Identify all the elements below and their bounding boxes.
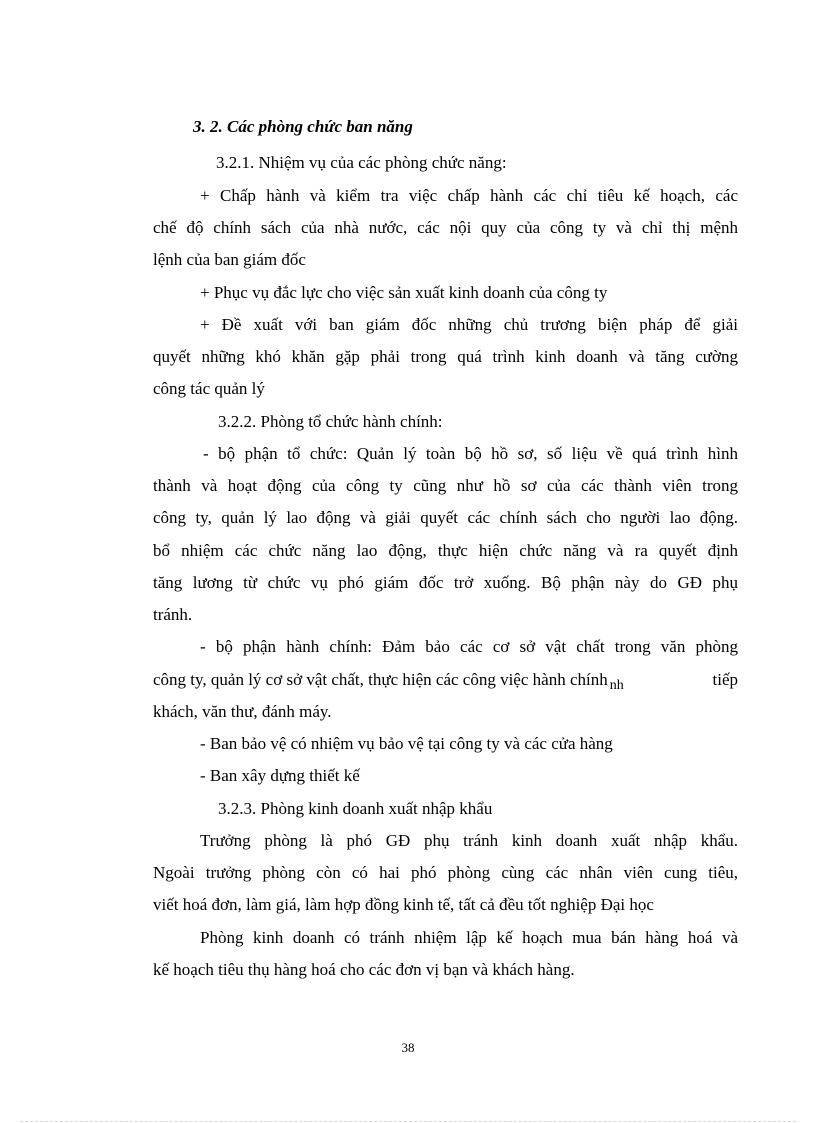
page-number: 38 [401,1040,415,1055]
subheading-3-2-2: 3.2.2. Phòng tổ chức hành chính: [218,412,443,431]
paragraph-4-line-5: tăng lương từ chức vụ phó giám đốc trở xuống. Bộ phận này do GĐ phụ [153,573,738,592]
paragraph-8-line-1: Trưởng phòng là phó GĐ phụ tránh kinh doanh xuất nhập khẩu. [200,831,738,850]
paragraph-6-line-1: - Ban bảo vệ có nhiệm vụ bảo vệ tại công ty và các cửa hàng [200,734,613,753]
paragraph-3-line-2: quyết những khó khăn gặp phải trong quá trình kinh doanh và tăng cường [153,347,738,366]
paragraph-3-line-1: + Đề xuất với ban giám đốc những chủ trương biện pháp để giải [200,315,738,334]
paragraph-1-line-3: lệnh của ban giám đốc [153,250,306,269]
section-heading: 3. 2. Các phòng chức ban năng [193,117,413,136]
paragraph-5-line-3: khách, văn thư, đánh máy. [153,702,332,721]
paragraph-1-line-2: chế độ chính sách của nhà nước, các nội quy của công ty và chỉ thị mệnh [153,218,738,237]
paragraph-2-line-1: + Phục vụ đắc lực cho việc sản xuất kinh doanh của công ty [200,283,608,302]
paragraph-9-line-1: Phòng kinh doanh có tránh nhiệm lập kế hoạch mua bán hàng hoá và [200,928,738,947]
paragraph-4-line-6: tránh. [153,605,193,624]
paragraph-7-line-1: - Ban xây dựng thiết kế [200,766,360,785]
paragraph-9-line-2: kế hoạch tiêu thụ hàng hoá cho các đơn vị bạn và khách hàng. [153,960,575,979]
subheading-3-2-3: 3.2.3. Phòng kinh doanh xuất nhập khẩu [218,799,493,818]
page-bottom-divider [20,1121,796,1122]
paragraph-4-line-4: bổ nhiệm các chức năng lao động, thực hiện chức năng và ra quyết định [153,541,738,560]
paragraph-5-line-1: - bộ phận hành chính: Đảm bảo các cơ sở vật chất trong văn phòng [200,637,738,656]
paragraph-4-line-1: - bộ phận tổ chức: Quản lý toàn bộ hồ sơ, số liệu về quá trình hình [203,444,738,463]
paragraph-8-line-3: viết hoá đơn, làm giá, làm hợp đồng kinh tế, tất cả đều tốt nghiệp Đại học [153,895,654,914]
paragraph-5-line-2-end: tiếp [712,670,738,689]
paragraph-5-line-2-fragment: nh [609,678,624,693]
paragraph-1-line-1: + Chấp hành và kiểm tra việc chấp hành các chỉ tiêu kế hoạch, các [200,186,738,205]
paragraph-5-line-2-text: công ty, quản lý cơ sở vật chất, thực hiện các công việc hành chính [153,670,608,689]
subheading-3-2-1: 3.2.1. Nhiệm vụ của các phòng chức năng: [216,153,507,172]
paragraph-4-line-3: công ty, quản lý lao động và giải quyết các chính sách cho người lao động. [153,508,738,527]
paragraph-4-line-2: thành và hoạt động của công ty cũng như hồ sơ của các thành viên trong [153,476,738,495]
paragraph-5-line-2 [153,669,738,693]
paragraph-8-line-2: Ngoài trưởng phòng còn có hai phó phòng cùng các nhân viên cung tiêu, [153,863,738,882]
paragraph-3-line-3: công tác quản lý [153,379,265,398]
